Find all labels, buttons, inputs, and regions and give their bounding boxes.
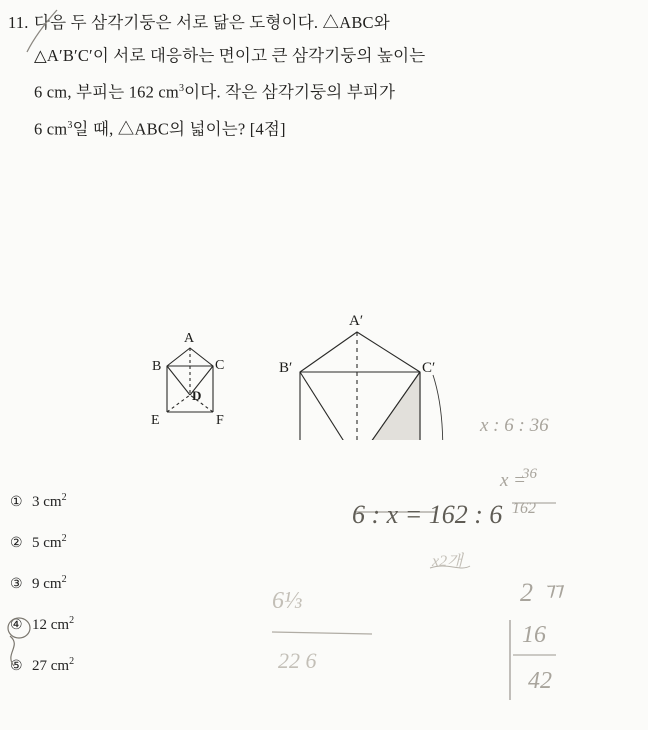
- label-B-prime: B′: [279, 360, 293, 376]
- choice-2-sup: 2: [61, 533, 67, 544]
- label-C-prime: C′: [422, 360, 436, 376]
- question-line-3-text-a: 6 cm, 부피는 162 cm: [34, 82, 179, 102]
- choice-3-text: 9 cm: [32, 576, 62, 592]
- hand-right-bot: 42: [528, 668, 552, 694]
- question-line-4-text-a: 6 cm: [34, 119, 68, 138]
- choice-2[interactable]: [10, 521, 270, 562]
- question-line-2-text: △A′B′C′이 서로 대응하는 면이고 큰 삼각기둥의 높이는: [34, 46, 426, 65]
- question-number: 11.: [8, 13, 29, 32]
- label-A-prime: A′: [349, 313, 364, 329]
- choice-1-marker: ①: [10, 495, 23, 510]
- question-line-1-text: 다음 두 삼각기둥은 서로 닮은 도형이다. △ABC와: [34, 13, 390, 32]
- label-C: C: [215, 358, 225, 373]
- choice-5-text: 27 cm: [32, 658, 70, 674]
- hand-small-note: x2개: [432, 553, 463, 570]
- hand-left-scribble: 6⅓: [272, 588, 302, 614]
- height-label: [448, 438, 478, 440]
- choice-1[interactable]: [10, 480, 270, 521]
- figures-area: [0, 220, 648, 440]
- hand-equation: 6 : x = 162 : 6: [352, 500, 503, 529]
- choice-1-sup: 2: [61, 492, 67, 503]
- choice-3[interactable]: [10, 562, 270, 603]
- label-F: F: [216, 413, 224, 428]
- hand-note-fraction-den: 162: [512, 500, 536, 517]
- hand-right-mid: 16: [522, 622, 546, 648]
- prisms-diagram: [0, 220, 648, 440]
- question-line-3: [8, 72, 640, 109]
- label-D: D: [192, 388, 202, 403]
- height-measure-arc: [433, 375, 443, 440]
- question-line-3-sup: 3: [178, 83, 185, 94]
- hand-left-scribble-2: 22 6: [278, 648, 317, 673]
- hand-right-top: 2 ㄲ: [520, 578, 565, 607]
- hand-note-fraction-num: 36: [522, 466, 537, 482]
- choice-2-text: 5 cm: [32, 535, 62, 551]
- choice-3-sup: 2: [61, 574, 67, 585]
- question-line-4: [8, 109, 640, 146]
- choice-4[interactable]: [10, 603, 270, 644]
- question-block: [8, 6, 640, 145]
- hand-scribble-arc: [430, 566, 470, 568]
- choice-4-sup: 2: [69, 615, 75, 626]
- question-line-3-text-b: 이다. 작은 삼각기둥의 부피가: [184, 82, 396, 102]
- choice-4-text: 12 cm: [32, 617, 70, 633]
- choice-1-text: 3 cm: [32, 494, 62, 510]
- question-line-4-text-b: 일 때, △ABC의 넓이는? [4점]: [72, 119, 286, 138]
- choice-3-marker: ③: [10, 577, 23, 592]
- choice-5[interactable]: [10, 644, 270, 685]
- label-E: E: [151, 413, 160, 428]
- choice-4-marker: ④: [10, 618, 23, 633]
- label-B: B: [152, 359, 162, 374]
- choice-5-sup: 2: [69, 656, 75, 667]
- question-line-4-sup: 3: [67, 119, 73, 131]
- label-A: A: [184, 331, 195, 346]
- choice-5-marker: ⑤: [10, 659, 23, 674]
- question-line-1: [8, 6, 640, 39]
- question-line-2: [8, 39, 640, 72]
- choice-2-marker: ②: [10, 536, 23, 551]
- hand-underline-2: [272, 632, 372, 634]
- hand-note-ratio: x : 6 : 36: [480, 415, 549, 436]
- choices-list: [10, 480, 270, 685]
- hand-note-fraction-top: x =: [500, 470, 527, 491]
